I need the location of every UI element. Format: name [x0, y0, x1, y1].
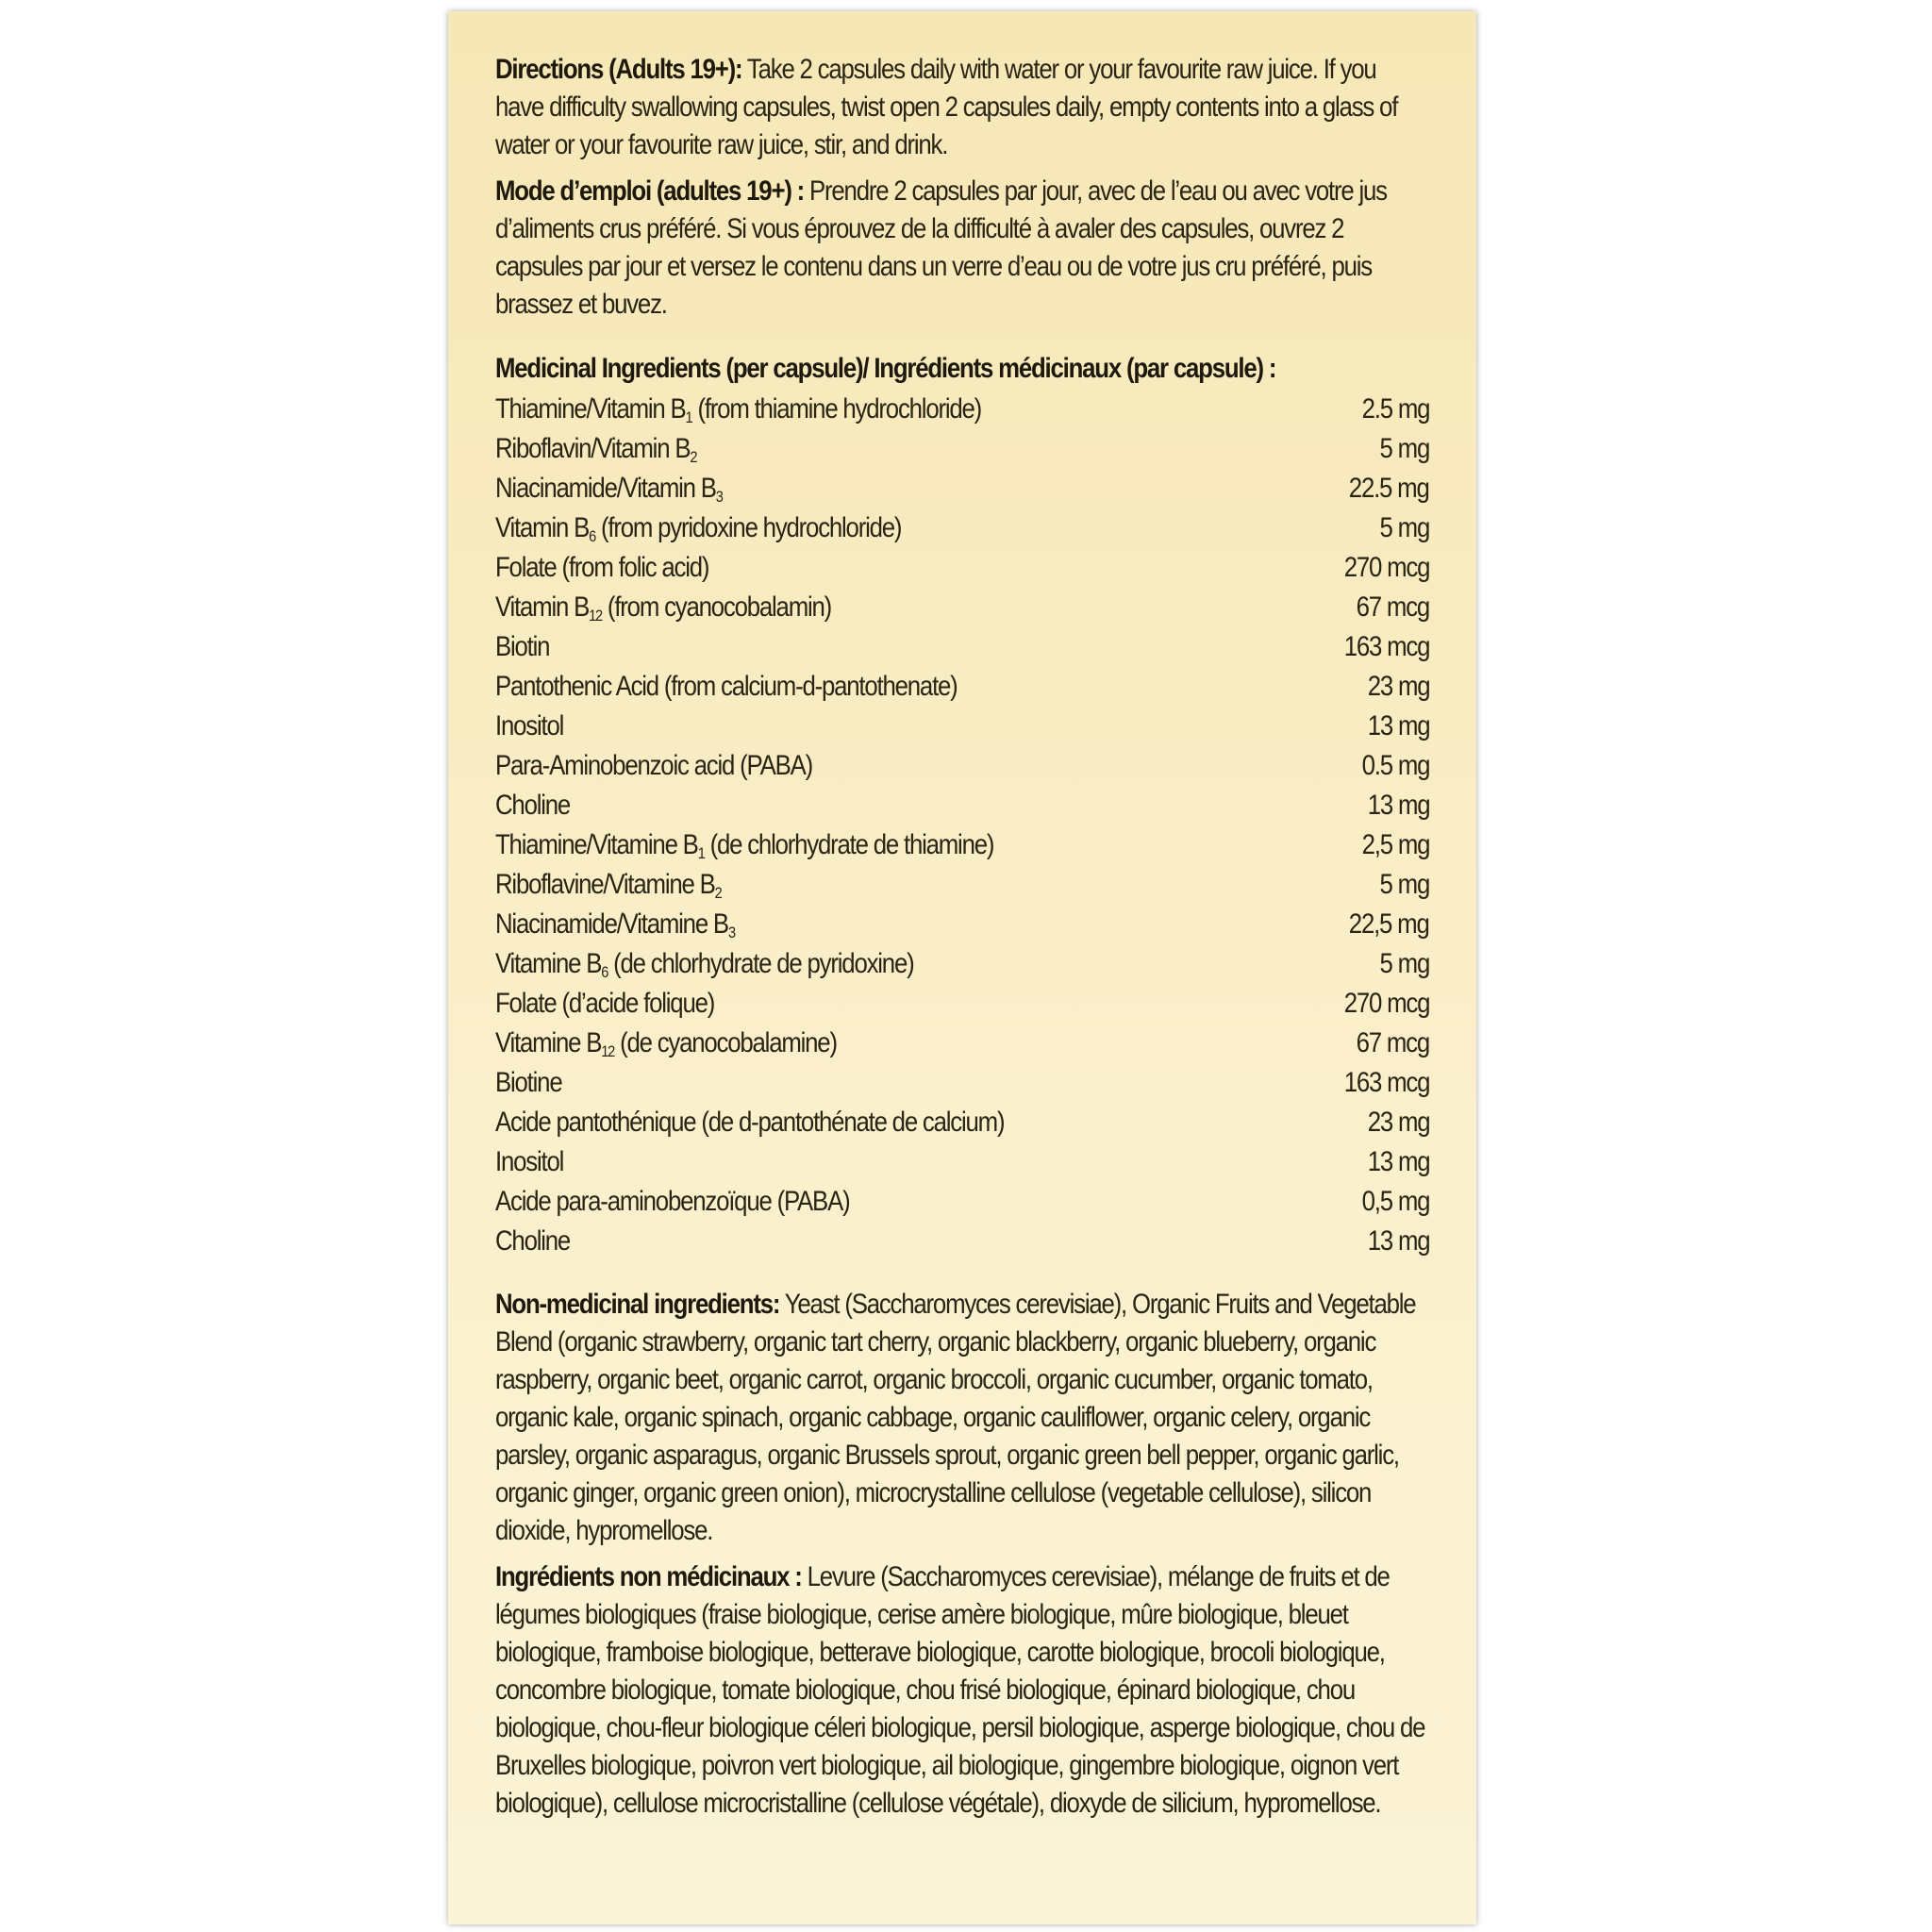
ingredient-name-text: Biotin — [495, 631, 550, 662]
ingredient-name — [495, 429, 696, 469]
ingredient-amount: 67 mcg — [1356, 1027, 1429, 1058]
ingredient-amount: 163 mcg — [1343, 631, 1429, 662]
ingredient-amount: 22,5 mg — [1349, 908, 1429, 940]
ingredient-row — [495, 1024, 1429, 1063]
medicinal-ingredients-list — [495, 390, 1429, 1261]
ingredient-name-suffix: (de cyanocobalamine) — [614, 1027, 837, 1058]
directions-english-label: Directions (Adults 19+): — [495, 54, 742, 85]
ingredient-subscript: 2 — [714, 884, 722, 902]
ingredient-amount: 2.5 mg — [1361, 393, 1429, 425]
ingredient-name — [495, 865, 722, 905]
ingredient-name-text: Acide para-aminobenzoïque (PABA) — [495, 1186, 850, 1217]
ingredient-row — [495, 707, 1429, 746]
ingredient-row — [495, 746, 1429, 786]
ingredient-amount: 270 mcg — [1343, 988, 1429, 1019]
medicinal-ingredients-heading: Medicinal Ingredients (per capsule)/ Ingrédients médicinaux (par capsule) : — [495, 353, 1276, 384]
ingredient-name-text: Riboflavin/Vitamin B — [495, 433, 691, 464]
ingredient-subscript: 1 — [697, 844, 705, 862]
ingredient-subscript: 2 — [690, 448, 697, 466]
ingredient-row — [495, 786, 1429, 825]
ingredient-amount: 13 mg — [1367, 1146, 1429, 1177]
ingredient-amount: 270 mcg — [1343, 552, 1429, 583]
non-medicinal-english-label: Non-medicinal ingredients: — [495, 1289, 780, 1320]
ingredient-row — [495, 390, 1429, 429]
ingredient-row — [495, 1182, 1429, 1222]
ingredient-name — [495, 944, 913, 984]
ingredient-name-text: Pantothenic Acid (from calcium-d-pantothenate) — [495, 671, 958, 702]
ingredient-name — [495, 1222, 570, 1261]
ingredient-name-text: Biotine — [495, 1067, 562, 1098]
ingredient-name — [495, 508, 901, 548]
ingredient-row — [495, 627, 1429, 667]
directions-french-label: Mode d’emploi (adultes 19+) : — [495, 175, 805, 207]
ingredient-name — [495, 1182, 849, 1222]
ingredient-name-suffix: (de chlorhydrate de pyridoxine) — [608, 948, 914, 979]
ingredient-name-text: Folate (d’acide folique) — [495, 988, 715, 1019]
ingredient-name-text: Choline — [495, 1225, 571, 1257]
ingredient-subscript: 12 — [589, 607, 602, 625]
ingredient-name-text: Choline — [495, 790, 571, 821]
directions-english — [495, 51, 1427, 164]
non-medicinal-french — [495, 1558, 1427, 1823]
ingredient-subscript: 6 — [601, 963, 608, 981]
non-medicinal-french-text: Levure (Saccharomyces cerevisiae), mélange de fruits et de légumes biologiques (fraise biologique, cerise amère biologique, mûre biologique, bleuet biologique, framboise biologique, betterave biologique, carotte biologique, brocoli biologique, concombre biologique, tomate biologique, chou frisé biologique, épinard biologique, chou biologique, chou-fleur biologique céleri biologique, persil biologique, asperge biologique, chou de Bruxelles biologique, poivron vert biologique, ail biologique, gingembre biologique, oignon vert biologique), cellulose microcristalline (cellulose végétale), dioxyde de silicium, hypromellose. — [495, 1561, 1425, 1819]
ingredient-name-suffix: (from pyridoxine hydrochloride) — [595, 512, 902, 543]
ingredient-amount: 2,5 mg — [1361, 829, 1429, 860]
ingredient-name-text: Thiamine/Vitamin B — [495, 393, 686, 425]
ingredient-name-text: Acide pantothénique (de d-pantothénate de calcium) — [495, 1107, 1005, 1138]
ingredient-subscript: 12 — [601, 1042, 615, 1060]
ingredient-amount: 23 mg — [1367, 671, 1429, 702]
ingredient-name-text: Inositol — [495, 1146, 564, 1177]
ingredient-name — [495, 548, 708, 588]
ingredient-name-text: Niacinamide/Vitamin B — [495, 473, 716, 504]
ingredient-row — [495, 944, 1429, 984]
ingredient-name-suffix: (from cyanocobalamin) — [601, 591, 832, 623]
label-panel — [448, 11, 1476, 1924]
ingredient-row — [495, 508, 1429, 548]
ingredient-row — [495, 667, 1429, 707]
ingredient-amount: 23 mg — [1367, 1107, 1429, 1138]
ingredient-name — [495, 786, 570, 825]
ingredient-name — [495, 1063, 561, 1103]
ingredient-name-suffix: (from thiamine hydrochloride) — [691, 393, 982, 425]
ingredient-name — [495, 746, 812, 786]
ingredient-amount: 13 mg — [1367, 790, 1429, 821]
ingredient-row — [495, 1222, 1429, 1261]
ingredient-name — [495, 707, 563, 746]
ingredient-subscript: 3 — [727, 924, 735, 941]
ingredient-name-text: Inositol — [495, 710, 564, 741]
ingredient-row — [495, 588, 1429, 627]
ingredient-name-text: Niacinamide/Vitamine B — [495, 908, 728, 940]
ingredient-name — [495, 1142, 563, 1182]
ingredient-name — [495, 1024, 837, 1063]
ingredient-amount: 13 mg — [1367, 710, 1429, 741]
ingredient-row — [495, 865, 1429, 905]
directions-english-text: Take 2 capsules daily with water or your favourite raw juice. If you have difficulty swallowing capsules, twist open 2 capsules daily, empty contents into a glass of water or your favourite raw juice, stir, and drink. — [495, 54, 1398, 160]
directions-french-text: Prendre 2 capsules par jour, avec de l’eau ou avec votre jus d’aliments crus préféré. Si vous éprouvez de la difficulté à avaler des capsules, ouvrez 2 capsules par jour et versez le contenu dans un verre d’eau ou de votre jus cru préféré, puis brassez et buvez. — [495, 175, 1387, 320]
ingredient-name — [495, 905, 735, 944]
ingredient-row — [495, 984, 1429, 1024]
ingredient-subscript: 3 — [715, 488, 723, 506]
ingredient-row — [495, 429, 1429, 469]
ingredient-amount: 5 mg — [1379, 512, 1429, 543]
ingredient-name — [495, 469, 723, 508]
ingredient-name-text: Vitamin B — [495, 512, 590, 543]
ingredient-name — [495, 390, 981, 429]
ingredient-name — [495, 667, 958, 707]
ingredient-amount: 5 mg — [1379, 948, 1429, 979]
ingredient-row — [495, 1142, 1429, 1182]
directions-french — [495, 173, 1427, 324]
ingredient-name — [495, 588, 831, 627]
non-medicinal-english — [495, 1286, 1427, 1550]
non-medicinal-french-label: Ingrédients non médicinaux : — [495, 1561, 802, 1592]
ingredient-name-text: Vitamine B — [495, 948, 602, 979]
ingredient-amount: 22.5 mg — [1349, 473, 1429, 504]
ingredient-amount: 0,5 mg — [1361, 1186, 1429, 1217]
ingredient-name — [495, 984, 714, 1024]
ingredient-name-text: Vitamine B — [495, 1027, 602, 1058]
ingredient-row — [495, 1063, 1429, 1103]
ingredient-name-suffix: (de chlorhydrate de thiamine) — [704, 829, 994, 860]
ingredient-name-text: Para-Aminobenzoic acid (PABA) — [495, 750, 813, 781]
ingredient-amount: 163 mcg — [1343, 1067, 1429, 1098]
ingredient-amount: 67 mcg — [1356, 591, 1429, 623]
ingredient-subscript: 6 — [589, 527, 596, 545]
ingredient-name-text: Thiamine/Vitamine B — [495, 829, 698, 860]
non-medicinal-english-text: Yeast (Saccharomyces cerevisiae), Organic Fruits and Vegetable Blend (organic strawberry, organic tart cherry, organic blackberry, organic blueberry, organic raspberry, organic beet, organic carrot, organic broccoli, organic cucumber, organic tomato, organic kale, organic spinach, organic cabbage, organic cauliflower, organic celery, organic parsley, organic asparagus, organic Brussels sprout, organic green bell pepper, organic garlic, organic ginger, organic green onion), microcrystalline cellulose (vegetable cellulose), silicon dioxide, hypromellose. — [495, 1289, 1416, 1546]
ingredient-row — [495, 905, 1429, 944]
ingredient-name-text: Riboflavine/Vitamine B — [495, 869, 715, 900]
ingredient-name — [495, 627, 549, 667]
ingredient-row — [495, 825, 1429, 865]
ingredient-name-text: Vitamin B — [495, 591, 590, 623]
ingredient-name-text: Folate (from folic acid) — [495, 552, 709, 583]
ingredient-amount: 0.5 mg — [1361, 750, 1429, 781]
ingredient-name — [495, 825, 993, 865]
ingredient-row — [495, 548, 1429, 588]
ingredient-subscript: 1 — [685, 408, 692, 426]
ingredient-row — [495, 1103, 1429, 1142]
ingredient-amount: 13 mg — [1367, 1225, 1429, 1257]
ingredient-amount: 5 mg — [1379, 869, 1429, 900]
ingredient-name — [495, 1103, 1004, 1142]
ingredient-amount: 5 mg — [1379, 433, 1429, 464]
ingredient-row — [495, 469, 1429, 508]
